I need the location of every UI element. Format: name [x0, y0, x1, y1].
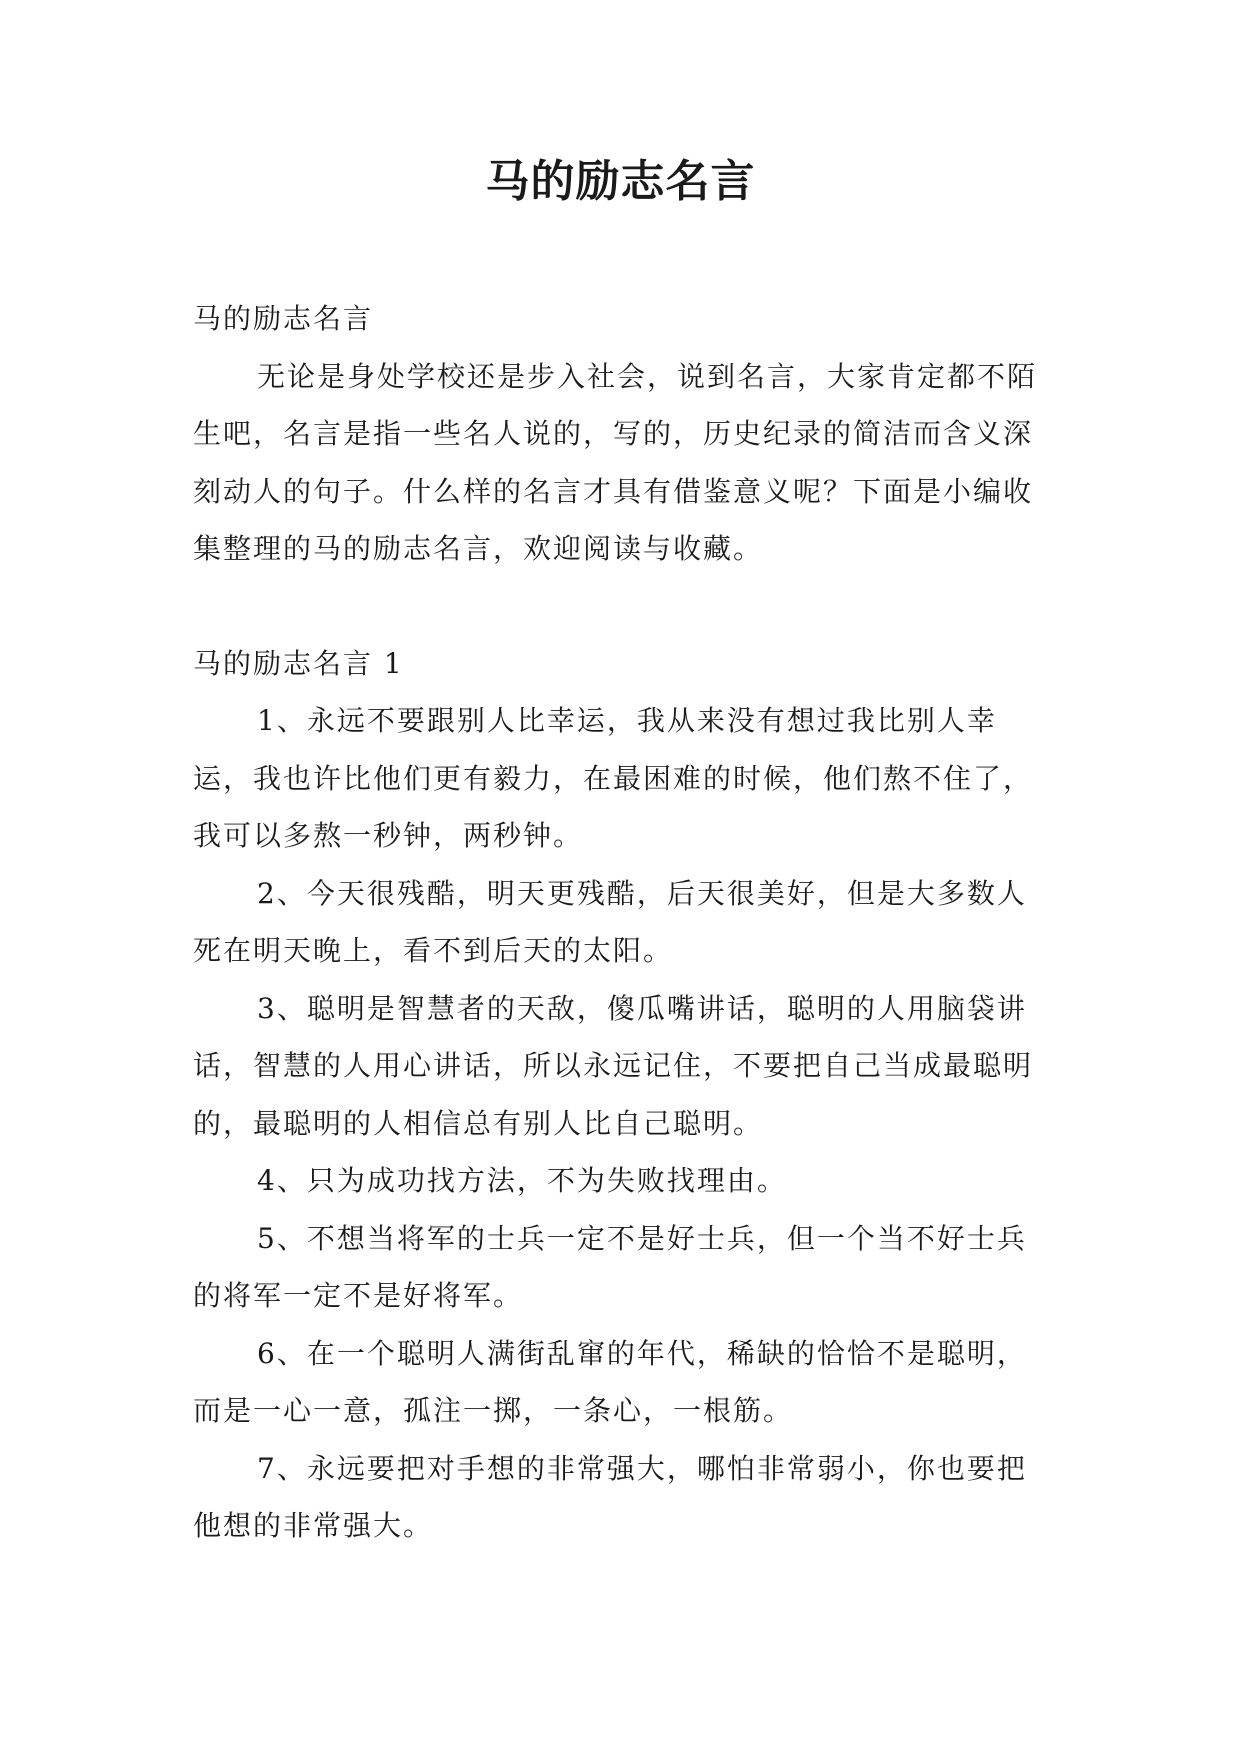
- quote-paragraph: 6、在一个聪明人满街乱窜的年代，稀缺的恰恰不是聪明，而是一心一意，孤注一掷，一条心，一根筋。: [193, 1336, 1027, 1427]
- quote-paragraph: 5、不想当将军的士兵一定不是好士兵，但一个当不好士兵的将军一定不是好将军。: [193, 1221, 1027, 1312]
- document-title: 马的励志名言: [485, 156, 756, 207]
- subheading: 马的励志名言: [193, 302, 374, 335]
- quote-paragraph: 7、永远要把对手想的非常强大，哪怕非常弱小，你也要把他想的非常强大。: [193, 1451, 1027, 1542]
- quote-paragraph: 4、只为成功找方法，不为失败找理由。: [257, 1164, 787, 1197]
- section-heading: 马的励志名言 1: [193, 646, 404, 680]
- document-body: [193, 290, 1055, 1555]
- intro-paragraph: 无论是身处学校还是步入社会，说到名言，大家肯定都不陌生吧，名言是指一些名人说的，写的，历史纪录的简洁而含义深刻动人的句子。什么样的名言才具有借鉴意义呢？下面是小编收集整理的马的励志名言，欢迎阅读与收藏。: [193, 359, 1038, 565]
- quote-paragraph: 2、今天很残酷，明天更残酷，后天很美好，但是大多数人死在明天晚上，看不到后天的太阳。: [193, 876, 1027, 967]
- quote-paragraph: 1、永远不要跟别人比幸运，我从来没有想过我比别人幸运，我也许比他们更有毅力，在最困难的时候，他们熬不住了，我可以多熬一秒钟，两秒钟。: [193, 704, 1034, 852]
- quote-paragraph: 3、聪明是智慧者的天敌，傻瓜嘴讲话，聪明的人用脑袋讲话，智慧的人用心讲话，所以永远记住，不要把自己当成最聪明的，最聪明的人相信总有别人比自己聪明。: [193, 991, 1034, 1140]
- paragraph-spacer: [193, 578, 1055, 635]
